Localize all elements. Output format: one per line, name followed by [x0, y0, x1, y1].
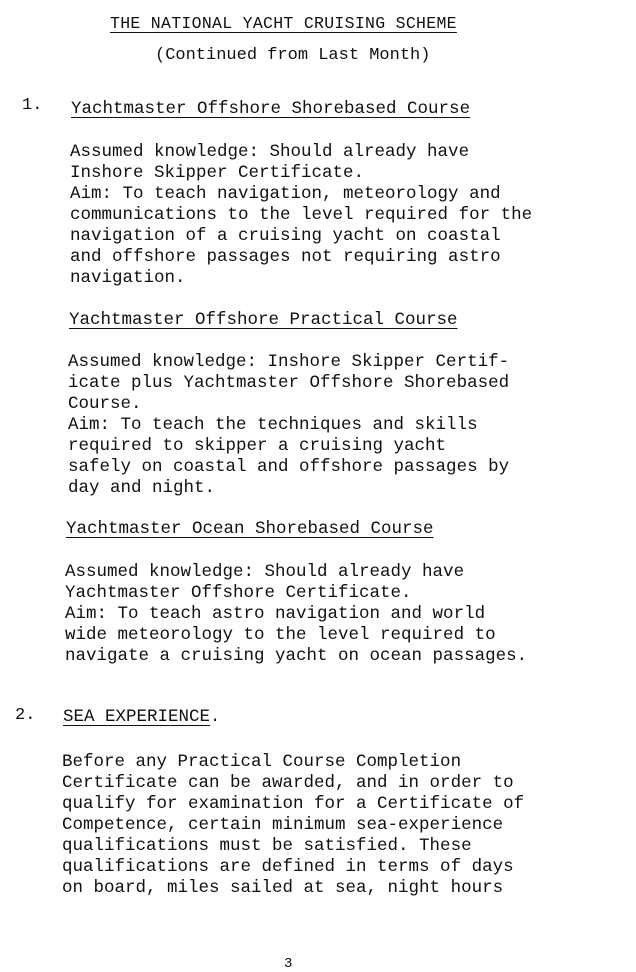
section-2-number: 2. — [15, 706, 36, 725]
body-line: day and night. — [68, 478, 216, 498]
body-line: Competence, certain minimum sea-experience — [62, 815, 504, 835]
body-line: Aim: To teach astro navigation and world — [65, 604, 486, 624]
body-line: safely on coastal and offshore passages by — [68, 457, 510, 477]
course-heading-offshore-practical: Yachtmaster Offshore Practical Course — [69, 310, 458, 330]
section-2-heading-row — [63, 707, 220, 727]
body-line: Aim: To teach navigation, meteorology and — [70, 184, 501, 204]
body-line: on board, miles sailed at sea, night hours — [62, 878, 504, 898]
body-line: qualify for examination for a Certificate of — [62, 794, 525, 814]
body-line: Course. — [68, 394, 142, 414]
body-line: Inshore Skipper Certificate. — [70, 163, 365, 183]
section-1-number: 1. — [22, 96, 43, 115]
course-heading-ocean-shorebased: Yachtmaster Ocean Shorebased Course — [66, 519, 434, 539]
body-line: navigation of a cruising yacht on coastal — [70, 226, 501, 246]
body-line: communications to the level required for the — [70, 205, 533, 225]
body-line: navigation. — [70, 268, 186, 288]
body-line: required to skipper a cruising yacht — [68, 436, 447, 456]
body-line: wide meteorology to the level required to — [65, 625, 496, 645]
body-line: icate plus Yachtmaster Offshore Shorebased — [68, 373, 510, 393]
course-body-ocean-shorebased — [65, 562, 527, 667]
course-body-offshore-practical — [68, 352, 509, 499]
body-line: Aim: To teach the techniques and skills — [68, 415, 478, 435]
page-number: 3 — [284, 956, 293, 972]
body-line: qualifications are defined in terms of days — [62, 857, 514, 877]
course-body-offshore-shorebased — [70, 142, 532, 289]
section-2-heading: SEA EXPERIENCE — [63, 707, 211, 727]
body-line: Yachtmaster Offshore Certificate. — [65, 583, 412, 603]
course-heading-offshore-shorebased: Yachtmaster Offshore Shorebased Course — [71, 99, 471, 119]
document-title: THE NATIONAL YACHT CRUISING SCHEME — [110, 14, 457, 33]
body-line: Assumed knowledge: Inshore Skipper Certif- — [68, 352, 510, 372]
sea-experience-body — [62, 752, 524, 899]
body-line: and offshore passages not requiring astro — [70, 247, 501, 267]
body-line: Certificate can be awarded, and in order to — [62, 773, 514, 793]
body-line: navigate a cruising yacht on ocean passages. — [65, 646, 528, 666]
body-line: qualifications must be satisfied. These — [62, 836, 472, 856]
body-line: Assumed knowledge: Should already have — [65, 562, 465, 582]
section-2-heading-suffix: . — [210, 708, 221, 727]
body-line: Assumed knowledge: Should already have — [70, 142, 470, 162]
document-subtitle: (Continued from Last Month) — [155, 46, 431, 65]
body-line: Before any Practical Course Completion — [62, 752, 462, 772]
